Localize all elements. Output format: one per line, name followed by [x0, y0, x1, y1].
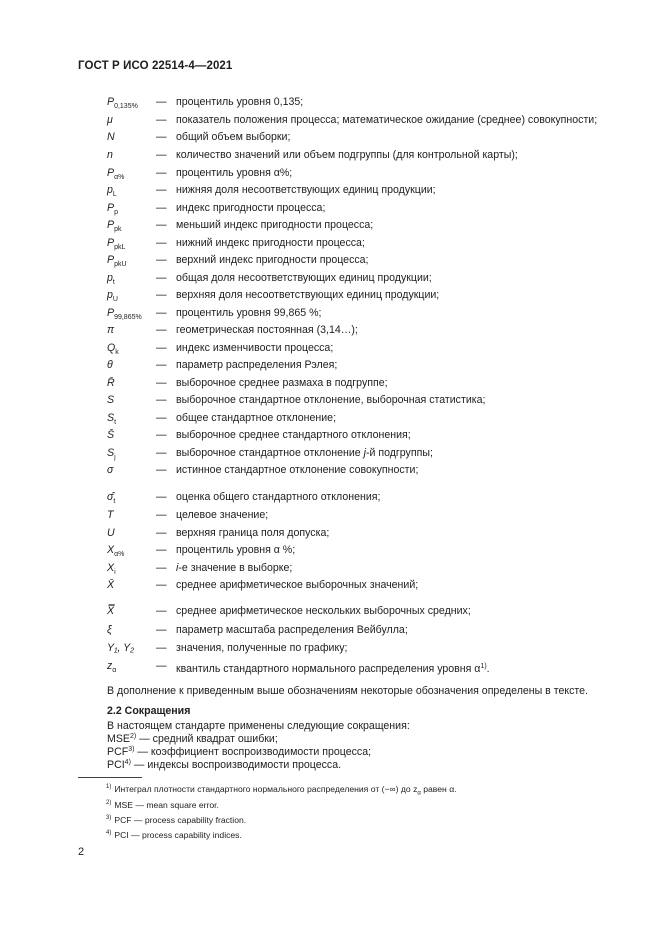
symbol-name: S̄ [107, 429, 115, 441]
dash-separator: — [156, 377, 167, 389]
symbol-subscript: α% [114, 551, 125, 558]
footnote [106, 800, 219, 810]
abbreviation-item [107, 733, 278, 745]
symbol-name: $\sigmâ_t$ [107, 491, 116, 505]
symbol-name: $P_{\alpha\%}$ [107, 167, 125, 181]
symbol-description: нижний индекс пригодности процесса; [176, 237, 365, 249]
symbol-name: R̄ [107, 377, 115, 389]
abbreviation-item [107, 759, 341, 771]
symbol-subscript: 0,135% [114, 103, 138, 110]
symbol-name: $p_L$ [107, 184, 117, 198]
symbol-name: S [107, 394, 115, 406]
symbol-description: квантиль стандартного нормального распределения уровня $\alpha^{1)}$. [176, 663, 490, 675]
dash-separator: — [156, 114, 167, 126]
dash-separator: — [156, 509, 167, 521]
dash-separator: — [156, 562, 167, 574]
dash-separator: — [156, 202, 167, 214]
footnote-separator [78, 777, 142, 778]
symbol-subscript: pk [114, 226, 122, 233]
symbol-subscript: i [114, 569, 116, 576]
footnote-ref: 2) [129, 733, 137, 740]
footnote-number: 2) [106, 800, 112, 806]
symbol-name: $p_t$ [107, 272, 115, 286]
dash-separator: — [156, 491, 167, 503]
symbol-subscript: j [114, 454, 116, 461]
dash-separator: — [156, 307, 167, 319]
page-number: 2 [78, 846, 85, 858]
symbol-name: U [107, 527, 115, 539]
abbreviation-text: — коэффициент воспроизводимости процесса; [134, 746, 372, 758]
symbol-description: верхний индекс пригодности процесса; [176, 254, 369, 266]
symbol-name: $P_p$ [107, 202, 118, 216]
symbol-description: параметр масштаба распределения Вейбулла; [176, 624, 408, 636]
symbol-name: $Q_k$ [107, 342, 119, 356]
symbol-subscript: pkL [114, 244, 126, 251]
symbol-description: выборочное среднее размаха в подгруппе; [176, 377, 388, 389]
footnote-subscript: α [417, 790, 421, 797]
abbreviation: PCI [107, 759, 125, 771]
dash-separator: — [156, 342, 167, 354]
footnote [106, 830, 242, 840]
symbol-description: процентиль уровня 0,135; [176, 96, 304, 108]
symbol-description: i-е значение в выборке; [176, 562, 293, 574]
footnote [106, 784, 457, 797]
italic-index: i [176, 562, 179, 574]
symbol-name: T [107, 509, 114, 521]
dash-separator: — [156, 464, 167, 476]
abbreviation-text: — средний квадрат ошибки; [136, 733, 278, 745]
symbol-subscript: U [112, 296, 118, 303]
symbol-name: $X_{\alpha\%}$ [107, 544, 125, 558]
symbol-description: выборочное среднее стандартного отклонения; [176, 429, 411, 441]
symbol-subscript: α [112, 667, 117, 674]
dash-separator: — [156, 544, 167, 556]
italic-index: j [363, 447, 366, 459]
symbol-description: оценка общего стандартного отклонения; [176, 491, 381, 503]
symbol-description: общий объем выборки; [176, 131, 291, 143]
dash-separator: — [156, 324, 167, 336]
footnote-number: 3) [106, 815, 112, 821]
dash-separator: — [156, 624, 167, 636]
dash-separator: — [156, 642, 167, 654]
footnote-number: 1) [106, 784, 112, 790]
dash-separator: — [156, 96, 167, 108]
symbol-subscript: k [115, 349, 119, 356]
section-title: 2.2 Сокращения [107, 705, 191, 717]
symbol-name: n [107, 149, 113, 161]
dash-separator: — [156, 254, 167, 266]
symbol-name: X̄ [107, 579, 115, 591]
symbol-description: показатель положения процесса; математическое ожидание (среднее) совокупности; [176, 114, 598, 126]
symbol-subscript: t [113, 498, 116, 505]
footnote [106, 815, 246, 825]
dash-separator: — [156, 605, 167, 617]
symbol-subscript: t [114, 419, 117, 426]
abbreviation: MSE [107, 733, 130, 745]
dash-separator: — [156, 412, 167, 424]
symbol-name: θ [107, 359, 113, 371]
dash-separator: — [156, 447, 167, 459]
symbols-note: В дополнение к приведенным выше обозначениям некоторые обозначения определены в тексте. [107, 685, 589, 697]
symbol-description: среднее арифметическое выборочных значений; [176, 579, 419, 591]
symbol-description: общая доля несоответствующих единиц продукции; [176, 272, 432, 284]
symbol-description: верхняя доля несоответствующих единиц продукции; [176, 289, 440, 301]
footnote-ref: 3) [128, 746, 135, 753]
dash-separator: — [156, 237, 167, 249]
document-header: ГОСТ Р ИСО 22514-4—2021 [78, 60, 233, 72]
symbol-description: процентиль уровня 99,865 %; [176, 307, 322, 319]
abbreviation-item [107, 746, 371, 758]
footnote-number: 4) [106, 830, 112, 836]
symbol-description: индекс пригодности процесса; [176, 202, 326, 214]
symbol-name: N [107, 131, 115, 143]
symbol-description: количество значений или объем подгруппы (для контрольной карты); [176, 149, 518, 161]
symbol-subscript: 99,865% [114, 314, 142, 321]
symbol-subscript: α% [114, 174, 125, 181]
symbol-description: среднее арифметическое нескольких выборочных средних; [176, 605, 471, 617]
footnote-text: MSE — mean square error. [114, 800, 219, 810]
symbol-subscript: t [112, 279, 115, 286]
dash-separator: — [156, 219, 167, 231]
dash-separator: — [156, 359, 167, 371]
symbol-name: σ [107, 464, 114, 476]
symbol-description: выборочное стандартное отклонение j-й подгруппы; [176, 447, 433, 459]
symbol-description: меньший индекс пригодности процесса; [176, 219, 374, 231]
footnote-text: Интеграл плотности стандартного нормального распределения от (−∞) до z [114, 784, 418, 794]
abbreviation-text: — индексы воспроизводимости процесса. [130, 759, 342, 771]
symbol-subscript: pkU [114, 261, 127, 268]
symbol-description: нижняя доля несоответствующих единиц продукции; [176, 184, 436, 196]
symbol-subscript: L [112, 191, 117, 198]
dash-separator: — [156, 289, 167, 301]
symbol-name: $S_t$ [107, 412, 117, 426]
symbol-name: $z_\alpha$ [107, 660, 117, 674]
symbol-description: целевое значение; [176, 509, 269, 521]
symbol-description: значения, полученные по графику; [176, 642, 348, 654]
symbol-name: μ [107, 114, 113, 126]
symbol-description: геометрическая постоянная (3,14…); [176, 324, 358, 336]
dash-separator: — [156, 579, 167, 591]
symbol-subscript: p [114, 209, 118, 216]
symbol-name: π [107, 324, 115, 336]
symbol-name: $P_{pk}$ [107, 219, 122, 233]
symbol-description: процентиль уровня α %; [176, 544, 296, 556]
symbol-description: процентиль уровня α%; [176, 167, 293, 179]
symbol-description: параметр распределения Рэлея; [176, 359, 338, 371]
symbol-name: $P_{pkU}$ [107, 254, 127, 268]
footnote-text: PCI — process capability indices. [114, 830, 242, 840]
dash-separator: — [156, 167, 167, 179]
symbol-description: верхняя граница поля допуска; [176, 527, 330, 539]
dash-separator: — [156, 660, 167, 672]
footnote-ref: 4) [124, 759, 131, 766]
footnote-ref: 1) [480, 663, 487, 670]
symbol-name: $S_j$ [107, 447, 116, 461]
symbol-description: общее стандартное отклонение; [176, 412, 337, 424]
dash-separator: — [156, 149, 167, 161]
dash-separator: — [156, 272, 167, 284]
dash-separator: — [156, 527, 167, 539]
symbol-description: выборочное стандартное отклонение, выборочная статистика; [176, 394, 486, 406]
symbol-name: ξ [107, 624, 112, 636]
footnote-text: PCF — process capability fraction. [114, 815, 247, 825]
dash-separator: — [156, 184, 167, 196]
section-intro: В настоящем стандарте применены следующие сокращения: [107, 720, 410, 732]
symbol-name: $P_{pkL}$ [107, 237, 126, 251]
symbol-name: $X_i$ [107, 562, 116, 576]
symbol-name: $P_{99,865\%}$ [107, 307, 142, 321]
abbreviation: PCF [107, 746, 129, 758]
dash-separator: — [156, 394, 167, 406]
footnote-text-end: равен α. [420, 784, 457, 794]
symbol-description: истинное стандартное отклонение совокупности; [176, 464, 419, 476]
symbol-name: $P_{0,135\%}$ [107, 96, 138, 110]
dash-separator: — [156, 429, 167, 441]
symbol-name: Y₁, Y₂ [107, 642, 135, 654]
symbol-name: $p_U$ [107, 289, 118, 303]
symbol-description: индекс изменчивости процесса; [176, 342, 334, 354]
dash-separator: — [156, 131, 167, 143]
symbol-name: X̿ [107, 605, 115, 617]
